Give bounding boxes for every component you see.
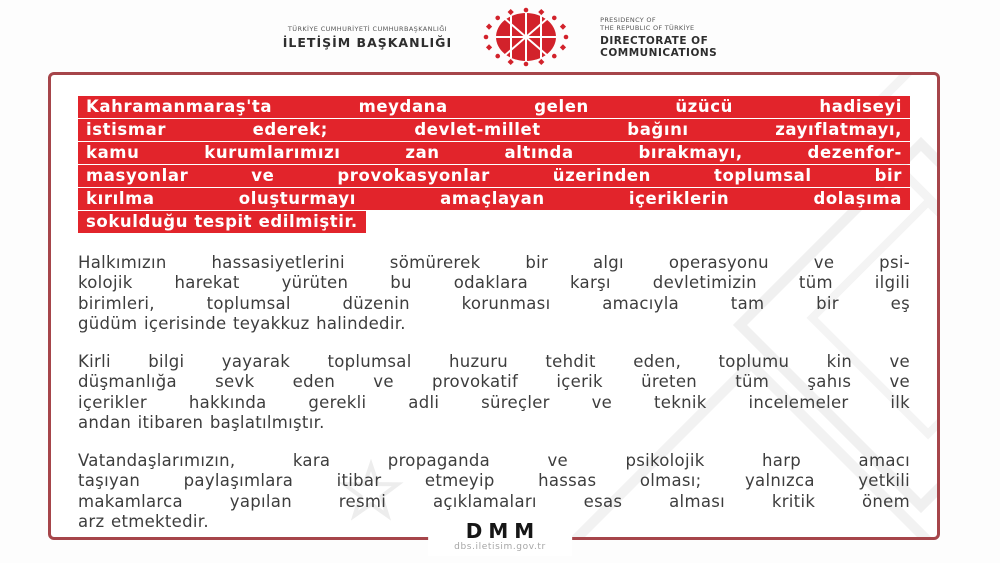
paragraph-line: içerikler hakkında gerekli adli süreçler ve teknik incelemeler ilk xyxy=(78,392,910,412)
paragraph-line: Halkımızın hassasiyetlerini sömürerek bir algı operasyonu ve psi- xyxy=(78,252,910,272)
paragraph-line: andan itibaren başlatılmıştır. xyxy=(78,413,325,432)
paragraph-line: taşıyan paylaşımlara itibar etmeyip hassas olması; yalnızca yetkili xyxy=(78,471,910,490)
paragraph-line: Vatandaşlarımızın, kara propaganda ve psikolojik harp amacı xyxy=(78,450,910,470)
communications-directorate-seal-icon xyxy=(482,6,570,68)
statement-content xyxy=(78,96,910,533)
issuer-english-title-line2: COMMUNICATIONS xyxy=(600,46,718,59)
highlight-line: istismar ederek; devlet-millet bağını zayıflatmayı, xyxy=(78,119,910,141)
statement-paragraph xyxy=(78,352,910,434)
statement-paragraphs xyxy=(78,253,910,533)
dmm-logo: DMM xyxy=(465,519,541,543)
issuer-english xyxy=(600,16,717,59)
issuer-english-title-line1: DIRECTORATE OF xyxy=(600,34,709,47)
issuer-turkish-caption: TÜRKİYE CUMHURİYETİ CUMHURBAŞKANLIĞI xyxy=(287,24,447,33)
paragraph-line: Kirli bilgi yayarak toplumsal huzuru tehdit eden, toplumu kin ve xyxy=(78,351,910,371)
paragraph-line: güdüm içerisinde teyakkuz halindedir. xyxy=(78,314,406,333)
issuer-english-caption-line2: THE REPUBLIC OF TÜRKİYE xyxy=(600,23,695,32)
highlight-line: Kahramanmaraş'ta meydana gelen üzücü hadiseyi xyxy=(78,96,910,118)
paragraph-line: birimleri, toplumsal düzenin korunması amacıyla tam bir eş xyxy=(78,293,910,313)
issuer-english-title xyxy=(600,35,717,59)
statement-card xyxy=(48,72,940,543)
paragraph-line: düşmanlığa sevk eden ve provokatif içerik üreten tüm şahıs ve xyxy=(78,372,910,391)
paragraph-line: makamlarca yapılan resmi açıklamaları esas alması kritik önem xyxy=(78,491,910,511)
statement-paragraph xyxy=(78,253,910,335)
header xyxy=(0,6,1000,68)
issuer-turkish-title: İLETİŞİM BAŞKANLIĞI xyxy=(282,34,453,50)
dmm-url: dbs.iletisim.gov.tr xyxy=(454,542,546,552)
highlight-block xyxy=(78,96,910,233)
issuer-english-caption-line1: PRESIDENCY OF xyxy=(600,15,656,24)
highlight-line: kamu kurumlarımızı zan altında bırakmayı, dezenfor- xyxy=(78,142,910,164)
paragraph-line: kolojik harekat yürüten bu odaklara karşı devletimizin tüm ilgili xyxy=(78,273,910,292)
issuer-turkish xyxy=(283,25,452,50)
highlight-line: sokulduğu tespit edilmiştir. xyxy=(78,211,366,233)
paragraph-line: arz etmektedir. xyxy=(78,512,209,531)
dmm-logo-block xyxy=(428,518,572,556)
highlight-line: masyonlar ve provokasyonlar üzerinden toplumsal bir xyxy=(78,165,910,187)
highlight-line: kırılma oluşturmayı amaçlayan içeriklerin dolaşıma xyxy=(78,188,910,210)
